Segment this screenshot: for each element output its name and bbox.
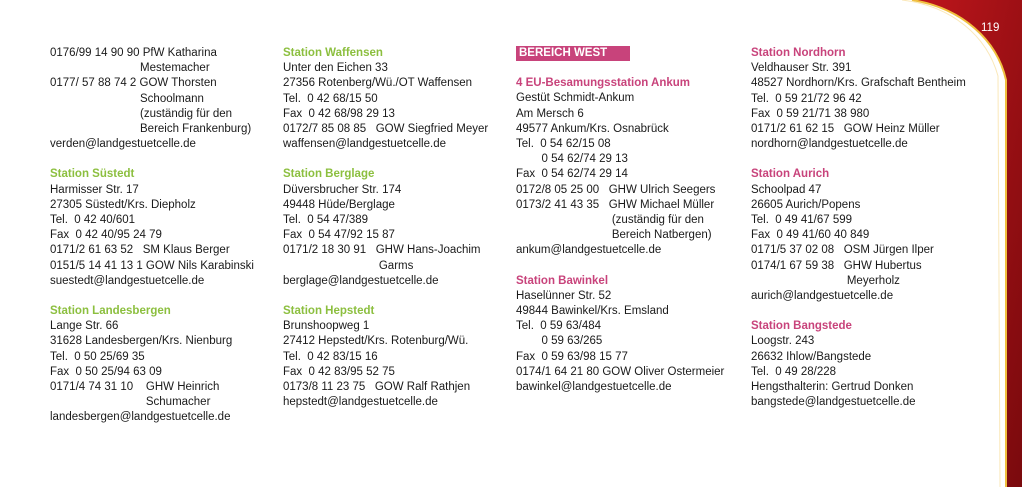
station-bangstede: [751, 319, 1011, 410]
contact-line: 0174/1 64 21 80 GOW Oliver Ostermeier: [516, 365, 725, 378]
address-line: Am Mersch 6: [516, 107, 584, 120]
station-title: 4 EU-Besamungsstation Ankum: [516, 77, 691, 90]
email-link[interactable]: hepstedt@landgestuetcelle.de: [283, 396, 438, 409]
contact-line: 0171/2 18 30 91 GHW Hans-Joachim: [283, 244, 481, 257]
phone-line: Tel. 0 59 21/72 96 42: [751, 92, 862, 105]
address-line: 49844 Bawinkel/Krs. Emsland: [516, 305, 669, 318]
station-title: Station Nordhorn: [751, 47, 846, 59]
column-4: [751, 46, 1011, 425]
contact-name: PfW Katharina: [142, 47, 217, 59]
fax-line: Fax 0 54 62/74 29 14: [516, 168, 628, 181]
phone-line: Tel. 0 54 47/389: [283, 214, 369, 227]
page-number: 119: [981, 22, 1000, 34]
fax-line: Fax 0 59 21/71 38 980: [751, 107, 870, 120]
address-line: Schoolpad 47: [751, 183, 822, 196]
fax-line: Fax 0 42 83/95 52 75: [283, 365, 395, 378]
address-line: 49577 Ankum/Krs. Osnabrück: [516, 122, 669, 135]
station-waffensen: [283, 46, 508, 152]
contact-line: 0173/2 41 43 35 GHW Michael Müller: [516, 198, 715, 211]
contact-line: 0151/5 14 41 13 1 GOW Nils Karabinski: [50, 259, 254, 272]
station-title: Station Bangstede: [751, 320, 852, 333]
station-berglage: [283, 167, 508, 289]
address-line: Unter den Eichen 33: [283, 62, 388, 75]
email-link[interactable]: berglage@landgestuetcelle.de: [283, 274, 439, 287]
email-link[interactable]: nordhorn@landgestuetcelle.de: [751, 138, 908, 151]
contact-line: Garms: [283, 259, 414, 272]
station-landesbergen: [50, 304, 275, 426]
phone-number: 0176/99 14 90 90: [50, 47, 143, 59]
station-title: Station Berglage: [283, 168, 375, 181]
phone-line: Tel. 0 49 41/67 599: [751, 214, 853, 227]
phone-line: 0 59 63/265: [516, 335, 603, 348]
address-line: 27412 Hepstedt/Krs. Rotenburg/Wü.: [283, 335, 469, 348]
contact-line: Schumacher: [50, 396, 211, 409]
phone-line: Tel. 0 59 63/484: [516, 320, 602, 333]
phone-line: Tel. 0 54 62/15 08: [516, 138, 611, 151]
address-line: 48527 Nordhorn/Krs. Grafschaft Bentheim: [751, 77, 966, 90]
email-link[interactable]: landesbergen@landgestuetcelle.de: [50, 411, 231, 424]
email-link[interactable]: bangstede@landgestuetcelle.de: [751, 396, 916, 409]
contact-name: Mestemacher: [140, 62, 210, 75]
station-hepstedt: [283, 304, 508, 410]
station-nordhorn: [751, 46, 1011, 152]
station-title: Station Waffensen: [283, 47, 383, 59]
contact-line: 0171/2 61 63 52 SM Klaus Berger: [50, 244, 230, 257]
address-line: Haselünner Str. 52: [516, 289, 612, 302]
contact-line: 0173/8 11 23 75 GOW Ralf Rathjen: [283, 381, 471, 394]
phone-line: Tel. 0 42 83/15 16: [283, 350, 378, 363]
station-title: Station Hepstedt: [283, 305, 375, 318]
address-line: Gestüt Schmidt-Ankum: [516, 92, 635, 105]
contact-line: 0174/1 67 59 38 GHW Hubertus: [751, 259, 922, 272]
contact-note: (zuständig für den: [140, 107, 233, 120]
column-3: [516, 46, 746, 410]
contact-line: 0172/8 05 25 00 GHW Ulrich Seegers: [516, 183, 716, 196]
contact-line: Hengsthalterin: Gertrud Donken: [751, 381, 914, 394]
address-line: Veldhauser Str. 391: [751, 62, 852, 75]
contact-note: (zuständig für den: [516, 214, 704, 227]
station-suestedt: [50, 167, 275, 289]
address-line: Brunshoopweg 1: [283, 320, 370, 333]
contact-line: 0172/7 85 08 85 GOW Siegfried Meyer: [283, 123, 489, 136]
phone-line: Tel. 0 49 28/228: [751, 365, 837, 378]
column-2: [283, 46, 508, 425]
address-line: 31628 Landesbergen/Krs. Nienburg: [50, 335, 233, 348]
contact-line: Meyerholz: [751, 274, 900, 287]
phone-line: Tel. 0 50 25/69 35: [50, 350, 145, 363]
email-link[interactable]: suestedt@landgestuetcelle.de: [50, 274, 205, 287]
station-aurich: [751, 167, 1011, 304]
contact-line: 0171/2 61 62 15 GOW Heinz Müller: [751, 123, 940, 136]
contact-name: GOW Thorsten: [139, 77, 217, 90]
station-title: Station Bawinkel: [516, 274, 609, 287]
phone-number: 0177/ 57 88 74 2: [50, 77, 140, 90]
address-line: Harmisser Str. 17: [50, 183, 139, 196]
fax-line: Fax 0 54 47/92 15 87: [283, 229, 395, 242]
email-link[interactable]: waffensen@landgestuetcelle.de: [283, 138, 446, 151]
contact-line: 0171/5 37 02 08 OSM Jürgen Ilper: [751, 244, 934, 257]
address-line: 27356 Rotenberg/Wü./OT Waffensen: [283, 77, 473, 90]
contact-note: Bereich Natbergen): [516, 229, 712, 242]
contact-note: Bereich Frankenburg): [140, 123, 252, 136]
email-link[interactable]: aurich@landgestuetcelle.de: [751, 290, 894, 303]
station-ankum: [516, 76, 746, 258]
address-line: 49448 Hüde/Berglage: [283, 198, 395, 211]
column-1: [50, 46, 275, 441]
fax-line: Fax 0 50 25/94 63 09: [50, 365, 162, 378]
address-line: Loogstr. 243: [751, 335, 815, 348]
address-line: Düversbrucher Str. 174: [283, 183, 402, 196]
station-bawinkel: [516, 274, 746, 396]
section-label: BEREICH WEST: [516, 46, 630, 61]
phone-line: 0 54 62/74 29 13: [516, 153, 628, 166]
phone-line: Tel. 0 42 68/15 50: [283, 92, 378, 105]
fax-line: Fax 0 49 41/60 40 849: [751, 229, 870, 242]
address-line: 26605 Aurich/Popens: [751, 198, 861, 211]
email-link[interactable]: bawinkel@landgestuetcelle.de: [516, 381, 672, 394]
phone-line: Tel. 0 42 40/601: [50, 214, 136, 227]
station-title: Station Süstedt: [50, 168, 135, 181]
email-link[interactable]: verden@landgestuetcelle.de: [50, 138, 196, 151]
contact-name: Schoolmann: [140, 92, 204, 105]
address-line: 27305 Süstedt/Krs. Diepholz: [50, 198, 196, 211]
fax-line: Fax 0 42 68/98 29 13: [283, 107, 395, 120]
verden-contacts: [50, 46, 275, 152]
fax-line: Fax 0 59 63/98 15 77: [516, 350, 628, 363]
contact-line: 0171/4 74 31 10 GHW Heinrich: [50, 381, 220, 394]
fax-line: Fax 0 42 40/95 24 79: [50, 229, 162, 242]
address-line: 26632 Ihlow/Bangstede: [751, 350, 872, 363]
station-title: Station Landesbergen: [50, 305, 171, 318]
station-title: Station Aurich: [751, 168, 830, 181]
address-line: Lange Str. 66: [50, 320, 119, 333]
email-link[interactable]: ankum@landgestuetcelle.de: [516, 244, 662, 257]
